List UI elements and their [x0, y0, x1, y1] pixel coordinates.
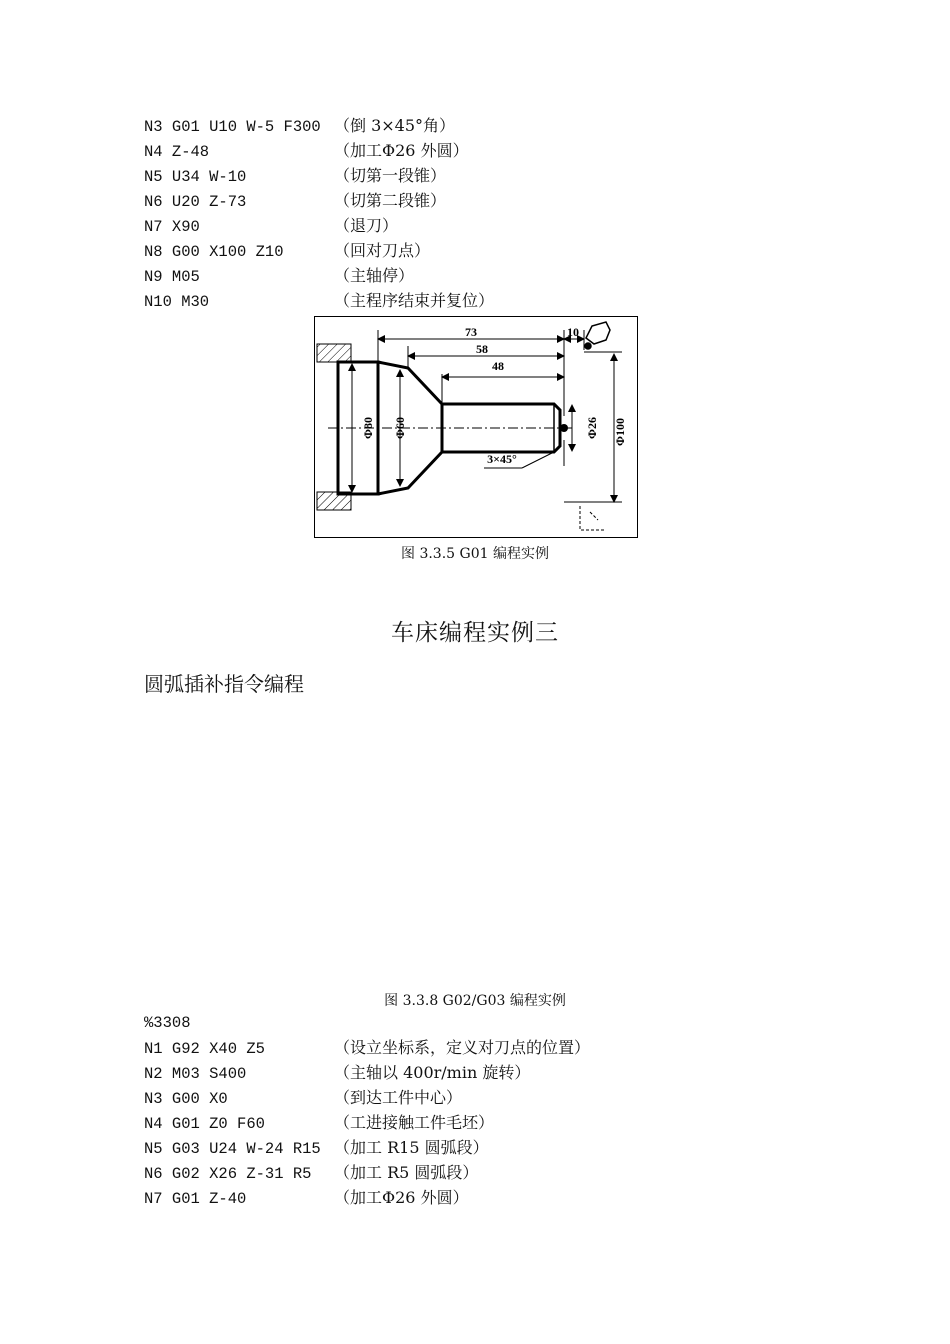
- dim-phi26: Φ26: [585, 417, 599, 439]
- section-title: 车床编程实例三: [391, 620, 559, 646]
- code-command: N4 G01 Z0 F60: [144, 1115, 265, 1133]
- code-comment: （回对刀点）: [334, 241, 431, 260]
- code-line: [144, 189, 446, 213]
- dim-phi100: Φ100: [613, 418, 627, 446]
- code-line: [144, 164, 446, 188]
- code-command: N9 M05: [144, 268, 200, 286]
- g01-drawing: [314, 316, 638, 538]
- code-line: [144, 1061, 530, 1085]
- code-comment: （到达工件中心）: [334, 1088, 463, 1107]
- code-comment: （加工Φ26 外圆）: [334, 1188, 469, 1207]
- code-command: N6 G02 X26 Z-31 R5: [144, 1165, 312, 1183]
- code-line: [144, 264, 414, 288]
- code-comment: （切第二段锥）: [334, 191, 447, 210]
- code-line: [144, 289, 494, 313]
- code-comment: （加工 R15 圆弧段）: [334, 1138, 489, 1157]
- code-command: N10 M30: [144, 293, 210, 311]
- dim-phi80: Φ80: [361, 417, 375, 439]
- code-comment: （加工Φ26 外圆）: [334, 141, 469, 160]
- dim-73: 73: [465, 325, 477, 339]
- code-line: [144, 139, 469, 163]
- code-command: N1 G92 X40 Z5: [144, 1040, 265, 1058]
- code-command: N3 G01 U10 W-5 F300: [144, 118, 321, 136]
- code-command: N2 M03 S400: [144, 1065, 247, 1083]
- dim-10: 10: [567, 325, 579, 339]
- origin-point: [560, 424, 568, 432]
- code-comment: （退刀）: [334, 216, 399, 235]
- code-command: N6 U20 Z-73: [144, 193, 247, 211]
- program-number: %3308: [144, 1014, 191, 1032]
- code-comment: （倒 3×45°角）: [334, 116, 456, 135]
- code-comment: （主程序结束并复位）: [334, 291, 495, 310]
- code-comment: （切第一段锥）: [334, 166, 447, 185]
- cutting-tool: [585, 322, 610, 349]
- code-line: [144, 1086, 462, 1110]
- code-command: N5 U34 W-10: [144, 168, 247, 186]
- dim-58: 58: [476, 342, 488, 356]
- sub-title: 圆弧插补指令编程: [144, 672, 304, 696]
- figure-caption: 图 3.3.8 G02/G03 编程实例: [384, 993, 566, 1009]
- code-line: [144, 1036, 590, 1060]
- code-line: [144, 214, 398, 238]
- code-line: [144, 114, 455, 138]
- code-line: [144, 1136, 489, 1160]
- figure-caption: 图 3.3.5 G01 编程实例: [401, 546, 549, 562]
- code-line: [144, 1186, 469, 1210]
- code-comment: （加工 R5 圆弧段）: [334, 1163, 479, 1182]
- code-comment: （主轴停）: [334, 266, 415, 285]
- code-command: N8 G00 X100 Z10: [144, 243, 284, 261]
- dim-48: 48: [492, 359, 504, 373]
- code-comment: （工进接触工件毛坯）: [334, 1113, 495, 1132]
- code-command: N5 G03 U24 W-24 R15: [144, 1140, 321, 1158]
- code-command: N7 X90: [144, 218, 200, 236]
- code-line: [144, 239, 430, 263]
- axis-symbol-icon: [580, 506, 606, 530]
- code-line: [144, 1111, 494, 1135]
- code-comment: （设立坐标系，定义对刀点的位置）: [334, 1038, 591, 1057]
- code-line: [144, 1161, 478, 1185]
- code-comment: （主轴以 400r/min 旋转）: [334, 1063, 531, 1082]
- code-command: N3 G00 X0: [144, 1090, 228, 1108]
- code-command: N4 Z-48: [144, 143, 210, 161]
- lathe-part-drawing: [314, 316, 638, 538]
- chuck-jaw-top: [317, 344, 351, 362]
- dim-phi60: Φ60: [393, 417, 407, 439]
- dim-chamfer: 3×45°: [487, 452, 517, 466]
- code-command: N7 G01 Z-40: [144, 1190, 247, 1208]
